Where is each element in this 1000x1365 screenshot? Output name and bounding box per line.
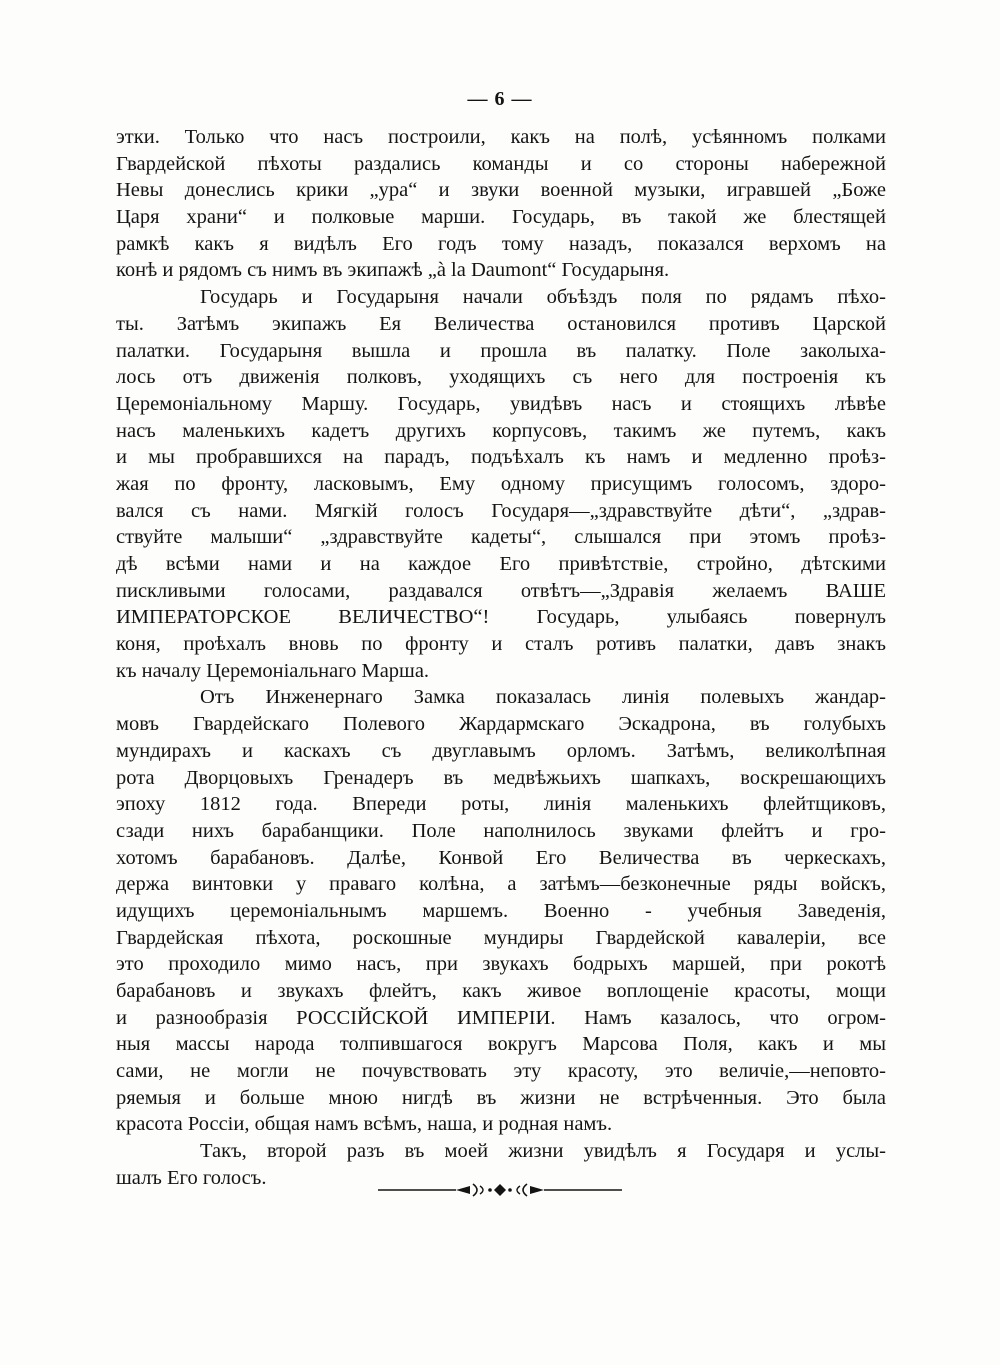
text-line: идущихъ церемоніальнымъ маршемъ. Военно - учебныя Заведенія, (116, 899, 886, 922)
text-line: конѣ и рядомъ съ нимъ въ экипажѣ „à la Daumont“ Государыня. (116, 259, 670, 282)
text-line: этки. Только что насъ построили, какъ на полѣ, усѣянномъ полками (116, 126, 886, 148)
text-line: это проходило мимо насъ, при звукахъ бодрыхъ маршей, при рокотѣ (116, 953, 886, 976)
text-line: лось отъ движенія полковъ, уходящихъ съ него для построенія къ (116, 366, 886, 389)
text-line: Гвардейской пѣхоты раздались команды и со стороны набережной (116, 152, 886, 175)
text-line: ИМПЕРАТОРСКОЕ ВЕЛИЧЕСТВО“! Государь, улыбаясь повернулъ (116, 606, 886, 629)
text-line: ствуйте малыши“ „здравствуйте кадеты“, слышался при этомъ проѣз- (116, 526, 886, 549)
text-line: красота Россіи, общая намъ всѣмъ, наша, и родная намъ. (116, 1113, 613, 1136)
text-line: держа винтовки у праваго колѣна, а затѣмъ—безконечные ряды войскъ, (116, 873, 886, 896)
text-line: сзади нихъ барабанщики. Поле наполнилось звуками флейтъ и гро- (116, 819, 886, 842)
text-line: хотомъ барабановъ. Далѣе, Конвой Его Величества въ черкескахъ, (116, 846, 886, 869)
end-ornament-icon (378, 1178, 622, 1202)
text-line: Царя храни“ и полковые марши. Государь, въ такой же блестящей (116, 206, 886, 229)
text-line: барабановъ и звукахъ флейтъ, какъ живое воплощеніе красоты, мощи (116, 980, 886, 1002)
text-line: Церемоніальному Маршу. Государь, увидѣвъ насъ и стоящихъ лѣвѣе (116, 392, 886, 415)
text-line: Отъ Инженернаго Замка показалась линія полевыхъ жандар- (200, 686, 886, 709)
text-line: мундирахъ и каскахъ съ двуглавымъ орломъ. Затѣмъ, великолѣпная (116, 739, 886, 762)
text-line: вался съ нами. Мягкій голосъ Государя—„здравствуйте дѣти“, „здрав- (116, 499, 886, 522)
text-line: Гвардейская пѣхота, роскошные мундиры Гвардейской кавалеріи, все (116, 926, 886, 949)
text-line: ряемыя и больше мною нигдѣ въ жизни не встрѣченныя. Это была (116, 1086, 886, 1109)
body-text (116, 124, 886, 1192)
text-line: эпоху 1812 года. Впереди роты, линія маленькихъ флейтщиковъ, (116, 793, 886, 816)
text-line: Такъ, второй разъ въ моей жизни увидѣлъ я Государя и услы- (200, 1140, 886, 1163)
text-line: Государь и Государыня начали объѣздъ поля по рядамъ пѣхо- (200, 286, 886, 309)
text-line: ныя массы народа толпившагося вокругъ Марсова Поля, какъ и мы (116, 1033, 886, 1056)
text-line: насъ маленькихъ кадетъ другихъ корпусовъ, такимъ же путемъ, какъ (116, 419, 886, 442)
text-line: коня, проѣхалъ вновь по фронту и сталъ ротивъ палатки, давъ знакъ (116, 633, 886, 656)
text-line: къ началу Церемоніальнаго Марша. (116, 659, 430, 682)
text-line: рамкѣ какъ я видѣлъ Его годъ тому назадъ, показался верхомъ на (116, 232, 886, 255)
text-line: мовъ Гвардейскаго Полевого Жардармскаго Эскадрона, въ голубыхъ (116, 713, 886, 736)
text-line: и мы пробравшихся на парадъ, подъѣхалъ къ намъ и медленно проѣз- (116, 446, 886, 469)
text-line: сами, не могли не почувствовать эту красоту, это величіе,—неповто- (116, 1060, 886, 1083)
text-line: дѣ всѣми нами и на каждое Его привѣтствіе, стройно, дѣтскими (116, 553, 886, 575)
text-line: пискливыми голосами, раздавался отвѣтъ—„Здравія желаемъ ВАШЕ (116, 579, 886, 602)
text-line: рота Дворцовыхъ Гренадеръ въ медвѣжьихъ шапкахъ, воскрешающихъ (116, 766, 886, 789)
page-number: — 6 — (467, 88, 533, 110)
text-line: палатки. Государыня вышла и прошла въ палатку. Поле заколыха- (116, 339, 886, 362)
text-line: и разнообразія РОССІЙСКОЙ ИМПЕРІИ. Намъ казалось, что огром- (116, 1006, 886, 1029)
text-line: жая по фронту, ласковымъ, Ему одному присущимъ голосомъ, здоро- (116, 472, 886, 495)
text-line: Невы донеслись крики „ура“ и звуки военной музыки, игравшей „Боже (116, 179, 886, 202)
text-line: шалъ Его голосъ. (116, 1166, 267, 1189)
text-line: ты. Затѣмъ экипажъ Ея Величества остановился противъ Царской (116, 312, 886, 335)
